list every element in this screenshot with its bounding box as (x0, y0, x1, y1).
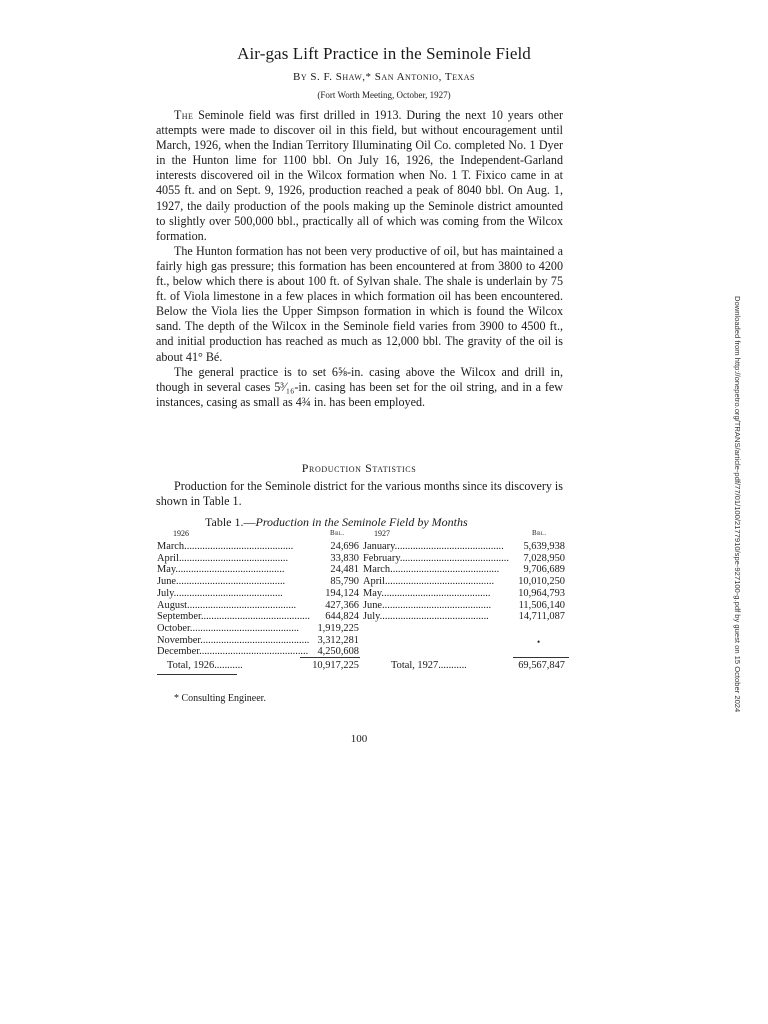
paper-title: Air-gas Lift Practice in the Seminole Field (237, 44, 531, 63)
left-month-value: 85,790 (330, 576, 359, 588)
intro-text: Seminole field was first drilled in 1913. During the next 10 years other attempts were made to discover oil in this field, but without encouragement until March, 1926, when the Indian Territory Illuminating Oil Co. completed No. 1 Dyer in the Hunton lime for 1100 bbl. On July 16, 1926, the Independent-Garland interests discovered oil in the Wilcox formation when No. 1 T. Fixico came in at 4055 ft. and on Sept. 9, 1926, production reached a peak of 8040 bbl. On Aug. 1, 1927, the daily production of the pools making up the Seminole district amounted to slightly over 500,000 bbl., practically all of which was coming from the Wilcox formation. (156, 108, 563, 243)
right-month-label: July.......................................... (363, 611, 489, 623)
right-month-label: April.......................................... (363, 576, 495, 588)
left-month-label: December.......................................... (157, 646, 309, 658)
total-rule-left (300, 657, 360, 658)
paragraph-statistics: Production for the Seminole district for the various months since its discovery is shown in Table 1. (156, 479, 563, 509)
left-month-value: 644,824 (325, 611, 359, 623)
total-rule-right (513, 657, 569, 658)
total-value-1927: 69,567,847 (518, 660, 565, 671)
right-month-label: May.......................................... (363, 587, 491, 599)
left-month-value: 24,696 (330, 541, 359, 552)
intro-lead-word: The (174, 108, 194, 122)
left-month-label: March.......................................... (157, 541, 294, 552)
author-byline: By S. F. Shaw,* San Antonio, Texas (293, 71, 475, 83)
download-note: Downloaded from http://onepetro.org/TRANS/article-pdf/77/01/100/2177910/spe-927100-g.pdf by guest on 15 October 2024 (733, 296, 742, 713)
meeting-note: (Fort Worth Meeting, October, 1927) (317, 90, 451, 100)
left-month-value: 194,124 (325, 587, 359, 599)
paragraph-casing: The general practice is to set 6⅝-in. casing above the Wilcox and drill in, though in several cases 5³⁄₁₆-in. casing has been set for the oil string, and in a few instances, casing as small as 4¾ in. has been employed. (156, 364, 563, 409)
stray-mark: • (537, 637, 541, 647)
right-month-value: 9,706,689 (523, 564, 565, 576)
left-month-value: 427,366 (325, 599, 359, 611)
left-month-label: April.......................................... (157, 552, 289, 564)
body-text (156, 108, 563, 410)
right-month-value: 11,506,140 (518, 599, 565, 611)
right-month-label: March.......................................... (363, 564, 500, 576)
footnote: * Consulting Engineer. (174, 693, 266, 704)
left-month-label: May.......................................... (157, 564, 285, 576)
table-row (157, 645, 569, 658)
production-table (157, 529, 569, 689)
left-month-label: October.......................................... (157, 622, 300, 634)
left-month-label: September.......................................... (157, 611, 310, 623)
left-month-value: 4,250,608 (317, 646, 359, 658)
table-caption-title: Production in the Seminole Field by Months (255, 515, 468, 529)
left-month-value: 1,919,225 (317, 622, 359, 634)
page-number: 100 (350, 733, 368, 745)
total-label-1927: Total, 1927........... (391, 660, 467, 671)
right-month-label: February.......................................... (363, 552, 509, 564)
download-watermark (730, 296, 744, 742)
total-value-1926: 10,917,225 (312, 660, 359, 671)
left-month-label: June.......................................... (157, 576, 286, 588)
right-month-value: 5,639,938 (523, 541, 565, 552)
left-month-value: 3,312,281 (317, 634, 359, 646)
right-month-value: 10,010,250 (518, 576, 565, 588)
total-row-1927 (157, 659, 569, 672)
footnote-rule (157, 674, 237, 675)
left-month-label: August.......................................... (157, 599, 297, 611)
left-month-label: November.......................................... (157, 634, 310, 646)
table-caption-lead: Table 1.— (205, 515, 256, 529)
right-month-value: 14,711,087 (518, 611, 565, 623)
right-month-value: 10,964,793 (518, 587, 565, 599)
section-heading: Production Statistics (301, 461, 417, 475)
paragraph-hunton: The Hunton formation has not been very productive of oil, but has maintained a fairly high gas pressure; this formation has been encountered at from 3800 to 4200 ft., below which there is about 100 ft. of Sylvan shale. The shale is underlain by 75 ft. of Viola limestone in a few places in which formation oil has been encountered. Below the Viola lies the Upper Simpson formation in which is found the Wilcox sand. The depth of the Wilcox in the Seminole field varies from 3900 to 4500 ft., and initial production has reached as much as 12,000 bbl. The gravity of the oil is about 41° Bé. (156, 243, 563, 364)
right-month-label: January.......................................... (363, 541, 504, 552)
total-label-1926: Total, 1926........... (167, 660, 243, 671)
table-caption (205, 515, 468, 530)
left-month-value: 24,481 (330, 564, 359, 576)
unit-header-right: Bbl. (532, 529, 547, 537)
table-row (157, 610, 569, 623)
year-header-1927: 1927 (374, 529, 390, 538)
year-header-1926: 1926 (173, 529, 189, 538)
paragraph-intro (156, 108, 563, 244)
left-month-label: July.......................................... (157, 587, 283, 599)
right-month-value: 7,028,950 (523, 552, 565, 564)
right-month-label: June.......................................... (363, 599, 492, 611)
section-text (156, 479, 563, 509)
left-month-value: 33,830 (330, 552, 359, 564)
unit-header-left: Bbl. (330, 529, 345, 537)
